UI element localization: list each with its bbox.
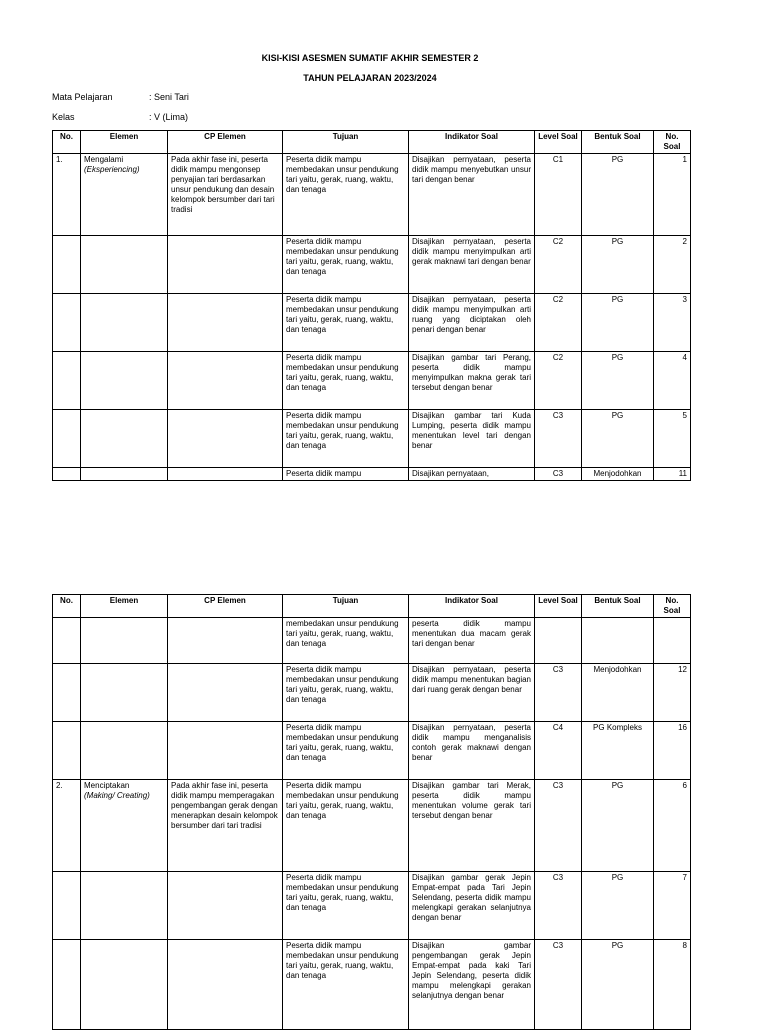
- table-row: [53, 664, 691, 722]
- cell-level: C4: [535, 722, 582, 780]
- elemen-english: (Eksperiencing): [84, 165, 140, 174]
- subject-value: : Seni Tari: [149, 92, 189, 102]
- cell-cp-elemen: [168, 940, 283, 1030]
- cell-tujuan: Peserta didik mampu membedakan unsur pendukung tari yaitu, gerak, ruang, waktu, dan tenaga: [283, 154, 409, 236]
- cell-no: [53, 722, 81, 780]
- cell-no: 2.: [53, 780, 81, 872]
- elemen-name: Mengalami: [84, 155, 124, 164]
- cell-bentuk: Menjodohkan: [582, 664, 654, 722]
- cell-cp-elemen: Pada akhir fase ini, peserta didik mampu mengonsep penyajian tari berdasarkan unsur pendukung dan desain kelompok bersumber dari tari tradisi: [168, 154, 283, 236]
- cell-bentuk: PG: [582, 780, 654, 872]
- cell-no-soal: 16: [654, 722, 691, 780]
- cell-tujuan: Peserta didik mampu membedakan unsur pendukung tari yaitu, gerak, ruang, waktu, dan tenaga: [283, 352, 409, 410]
- col-header-bentuk: Bentuk Soal: [582, 595, 654, 618]
- cell-no: [53, 352, 81, 410]
- col-header-indikator: Indikator Soal: [409, 595, 535, 618]
- cell-level: C3: [535, 872, 582, 940]
- col-header-indikator: Indikator Soal: [409, 131, 535, 154]
- col-header-tujuan: Tujuan: [283, 595, 409, 618]
- grid-table-page-1: [52, 130, 691, 481]
- table-row: [53, 154, 691, 236]
- cell-no-soal: 3: [654, 294, 691, 352]
- cell-cp-elemen: [168, 872, 283, 940]
- cell-elemen: [81, 940, 168, 1030]
- cell-elemen: [81, 468, 168, 481]
- cell-level: C3: [535, 410, 582, 468]
- cell-bentuk: PG: [582, 872, 654, 940]
- cell-cp-elemen: [168, 722, 283, 780]
- table-row: [53, 294, 691, 352]
- cell-bentuk: PG: [582, 940, 654, 1030]
- cell-no: [53, 872, 81, 940]
- elemen-english: (Making/ Creating): [84, 791, 150, 800]
- cell-no: [53, 468, 81, 481]
- cell-indikator: Disajikan pernyataan, peserta didik mampu menganalisis contoh gerak maknawi dengan benar: [409, 722, 535, 780]
- cell-elemen: [81, 872, 168, 940]
- academic-year: TAHUN PELAJARAN 2023/2024: [303, 73, 437, 83]
- cell-cp-elemen: [168, 468, 283, 481]
- cell-level: C3: [535, 940, 582, 1030]
- cell-cp-elemen: Pada akhir fase ini, peserta didik mampu memperagakan pengembangan gerak dengan menerapkan desain kelompok bersumber dari tari tradisi: [168, 780, 283, 872]
- cell-elemen: [81, 154, 168, 236]
- cell-tujuan: Peserta didik mampu membedakan unsur pendukung tari yaitu, gerak, ruang, waktu, dan tenaga: [283, 410, 409, 468]
- document-title: KISI-KISI ASESMEN SUMATIF AKHIR SEMESTER 2: [261, 53, 479, 63]
- cell-indikator: Disajikan pernyataan, peserta didik mampu menentukan bagian dari ruang gerak dengan benar: [409, 664, 535, 722]
- cell-bentuk: PG: [582, 352, 654, 410]
- table-row: [53, 468, 691, 481]
- cell-tujuan: Peserta didik mampu membedakan unsur pendukung tari yaitu, gerak, ruang, waktu, dan tenaga: [283, 780, 409, 872]
- cell-bentuk: PG: [582, 154, 654, 236]
- cell-bentuk: [582, 618, 654, 664]
- cell-level: C3: [535, 780, 582, 872]
- cell-cp-elemen: [168, 618, 283, 664]
- col-header-elemen: Elemen: [81, 595, 168, 618]
- class-row: [52, 112, 189, 122]
- cell-bentuk: PG: [582, 294, 654, 352]
- cell-indikator: Disajikan gambar tari Kuda Lumping, peserta didik mampu menentukan level tari dengan benar: [409, 410, 535, 468]
- cell-indikator: Disajikan pernyataan, peserta didik mampu menyebutkan unsur tari dengan benar: [409, 154, 535, 236]
- col-header-no-soal: No. Soal: [654, 131, 691, 154]
- table-row: [53, 872, 691, 940]
- class-label: Kelas: [52, 112, 75, 122]
- cell-elemen: [81, 618, 168, 664]
- cell-indikator: Disajikan gambar tari Merak, peserta didik mampu menentukan volume gerak tari tersebut dengan benar: [409, 780, 535, 872]
- col-header-no: No.: [53, 131, 81, 154]
- cell-elemen: [81, 722, 168, 780]
- col-header-level: Level Soal: [535, 595, 582, 618]
- cell-indikator: Disajikan pernyataan, peserta didik mampu menyimpulkan arti gerak maknawi tari dengan benar: [409, 236, 535, 294]
- cell-no: [53, 618, 81, 664]
- cell-no-soal: 2: [654, 236, 691, 294]
- cell-tujuan: Peserta didik mampu membedakan unsur pendukung tari yaitu, gerak, ruang, waktu, dan tenaga: [283, 722, 409, 780]
- cell-elemen: [81, 664, 168, 722]
- table-row: [53, 236, 691, 294]
- cell-tujuan: Peserta didik mampu membedakan unsur pendukung tari yaitu, gerak, ruang, waktu, dan tenaga: [283, 294, 409, 352]
- cell-level: C3: [535, 468, 582, 481]
- subject-row: [52, 92, 189, 102]
- cell-no-soal: 1: [654, 154, 691, 236]
- table-row: [53, 352, 691, 410]
- col-header-cp-elemen: CP Elemen: [168, 595, 283, 618]
- cell-no-soal: 5: [654, 410, 691, 468]
- col-header-no-soal: No. Soal: [654, 595, 691, 618]
- cell-cp-elemen: [168, 294, 283, 352]
- col-header-tujuan: Tujuan: [283, 131, 409, 154]
- cell-level: C2: [535, 294, 582, 352]
- cell-elemen: [81, 780, 168, 872]
- cell-indikator: Disajikan pernyataan,: [409, 468, 535, 481]
- cell-no-soal: 12: [654, 664, 691, 722]
- cell-no: [53, 236, 81, 294]
- cell-no: [53, 664, 81, 722]
- cell-indikator: Disajikan gambar tari Perang, peserta didik mampu menyimpulkan makna gerak tari tersebut dengan benar: [409, 352, 535, 410]
- cell-level: C2: [535, 236, 582, 294]
- table-row: [53, 618, 691, 664]
- table-row: [53, 780, 691, 872]
- table-header-row: [53, 595, 691, 618]
- cell-no: [53, 410, 81, 468]
- cell-cp-elemen: [168, 236, 283, 294]
- cell-bentuk: PG: [582, 410, 654, 468]
- col-header-cp-elemen: CP Elemen: [168, 131, 283, 154]
- table-row: [53, 722, 691, 780]
- cell-tujuan: Peserta didik mampu membedakan unsur pendukung tari yaitu, gerak, ruang, waktu, dan tenaga: [283, 872, 409, 940]
- grid-table-page-2: [52, 594, 691, 1030]
- cell-tujuan: Peserta didik mampu membedakan unsur pendukung tari yaitu, gerak, ruang, waktu, dan tenaga: [283, 940, 409, 1030]
- table-row: [53, 410, 691, 468]
- cell-bentuk: PG Kompleks: [582, 722, 654, 780]
- cell-tujuan: Peserta didik mampu membedakan unsur pendukung tari yaitu, gerak, ruang, waktu, dan tenaga: [283, 236, 409, 294]
- cell-bentuk: Menjodohkan: [582, 468, 654, 481]
- cell-elemen: [81, 294, 168, 352]
- cell-indikator: Disajikan gambar pengembangan gerak Jepin Empat-empat pada kaki Tari Jepin Selendang, peserta didik mampu melengkapi gerakan selanjutnya dengan benar: [409, 940, 535, 1030]
- cell-indikator: Disajikan gambar gerak Jepin Empat-empat pada Tari Jepin Selendang, peserta didik mampu melengkapi gerakan selanjutnya dengan benar: [409, 872, 535, 940]
- cell-level: C2: [535, 352, 582, 410]
- elemen-name: Menciptakan: [84, 781, 130, 790]
- col-header-elemen: Elemen: [81, 131, 168, 154]
- cell-no-soal: 8: [654, 940, 691, 1030]
- cell-indikator: peserta didik mampu menentukan dua macam gerak tari dengan benar: [409, 618, 535, 664]
- cell-no-soal: [654, 618, 691, 664]
- table-header-row: [53, 131, 691, 154]
- class-value: : V (Lima): [149, 112, 189, 122]
- cell-elemen: [81, 352, 168, 410]
- cell-tujuan: membedakan unsur pendukung tari yaitu, gerak, ruang, waktu, dan tenaga: [283, 618, 409, 664]
- table-row: [53, 940, 691, 1030]
- cell-no: [53, 940, 81, 1030]
- cell-elemen: [81, 236, 168, 294]
- col-header-bentuk: Bentuk Soal: [582, 131, 654, 154]
- cell-level: C3: [535, 664, 582, 722]
- cell-elemen: [81, 410, 168, 468]
- cell-no-soal: 11: [654, 468, 691, 481]
- cell-tujuan: Peserta didik mampu: [283, 468, 409, 481]
- cell-indikator: Disajikan pernyataan, peserta didik mampu menyimpulkan arti ruang yang diciptakan oleh penari dengan benar: [409, 294, 535, 352]
- cell-cp-elemen: [168, 352, 283, 410]
- cell-no: 1.: [53, 154, 81, 236]
- cell-no-soal: 6: [654, 780, 691, 872]
- cell-cp-elemen: [168, 410, 283, 468]
- col-header-no: No.: [53, 595, 81, 618]
- cell-no-soal: 7: [654, 872, 691, 940]
- cell-level: [535, 618, 582, 664]
- cell-no: [53, 294, 81, 352]
- cell-cp-elemen: [168, 664, 283, 722]
- cell-level: C1: [535, 154, 582, 236]
- cell-no-soal: 4: [654, 352, 691, 410]
- subject-label: Mata Pelajaran: [52, 92, 113, 102]
- cell-bentuk: PG: [582, 236, 654, 294]
- cell-tujuan: Peserta didik mampu membedakan unsur pendukung tari yaitu, gerak, ruang, waktu, dan tenaga: [283, 664, 409, 722]
- col-header-level: Level Soal: [535, 131, 582, 154]
